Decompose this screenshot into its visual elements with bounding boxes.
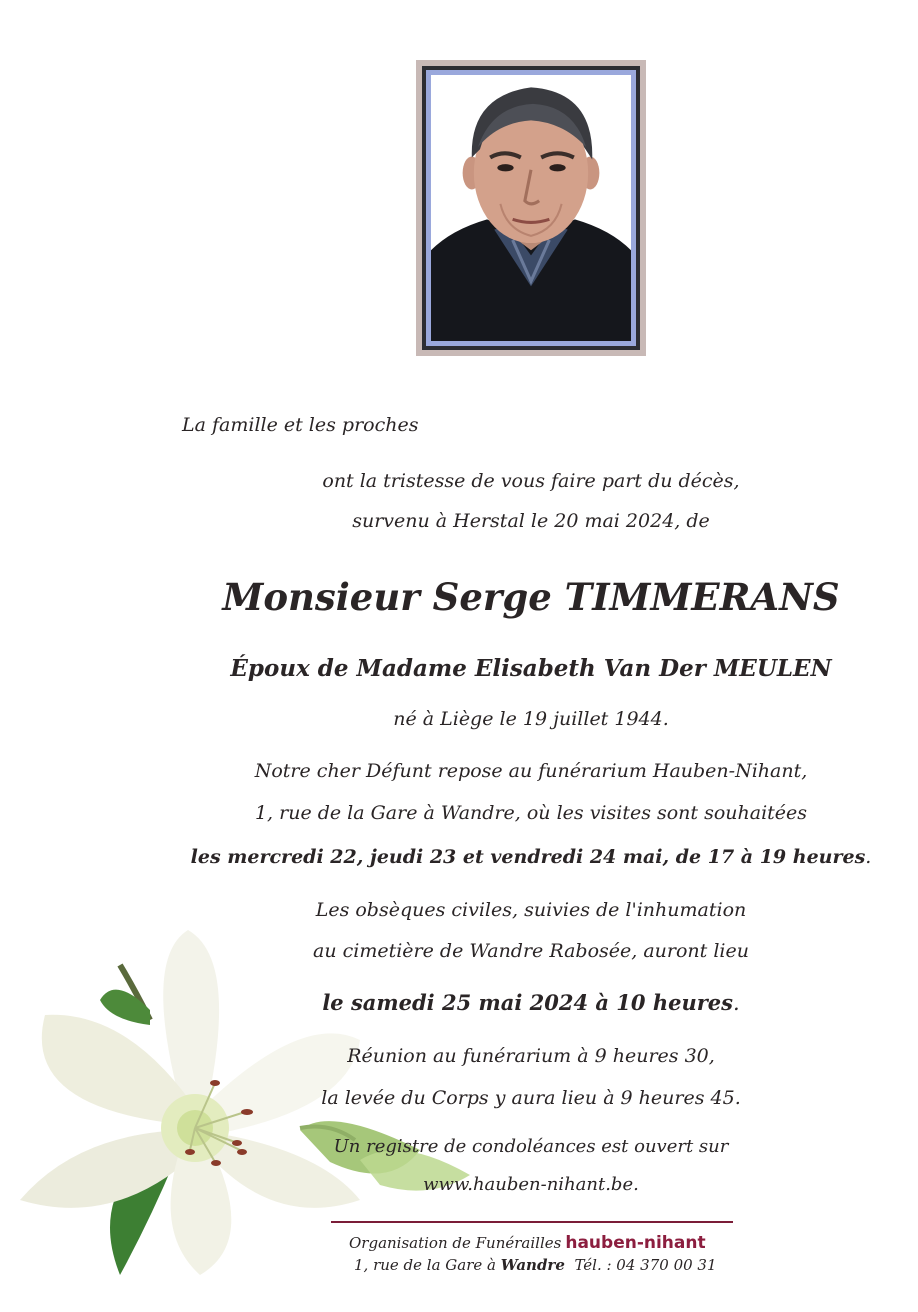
register-line: Un registre de condoléances est ouvert sur	[333, 1136, 729, 1157]
register-website[interactable]: www.hauben-nihant.be.	[423, 1174, 639, 1195]
visit-hours-bold: les mercredi 22, jeudi 23 et vendredi 24 mai, de 17 à 19 heures	[190, 846, 866, 868]
footer-phone: Tél. : 04 370 00 31	[574, 1256, 717, 1274]
footer-address	[354, 1256, 717, 1274]
spouse-line: Époux de Madame Elisabeth Van Der MEULEN	[230, 655, 832, 682]
rest-line-1: Notre cher Défunt repose au funérarium Hauben-Nihant,	[254, 760, 808, 782]
brand-logo: hauben-nihant	[565, 1233, 706, 1253]
footer-organisation	[349, 1233, 706, 1253]
funeral-date-period: .	[732, 991, 740, 1015]
rest-line-2: 1, rue de la Gare à Wandre, où les visites sont souhaitées	[254, 802, 808, 824]
death-place-date: survenu à Herstal le 20 mai 2024, de	[352, 510, 710, 532]
funeral-line-2: au cimetière de Wandre Rabosée, auront lieu	[313, 940, 749, 962]
footer-divider	[331, 1221, 733, 1223]
portrait-photo	[431, 75, 631, 341]
deceased-name: Monsieur Serge TIMMERANS	[222, 575, 840, 619]
visit-period: .	[865, 846, 872, 868]
footer-org-label: Organisation de Funérailles	[349, 1234, 562, 1252]
intro-text: La famille et les proches	[182, 414, 419, 436]
funeral-line-1: Les obsèques civiles, suivies de l'inhumation	[315, 899, 747, 921]
funeral-date-bold: le samedi 25 mai 2024 à 10 heures	[322, 990, 733, 1015]
footer-town: Wandre	[500, 1256, 565, 1274]
portrait-frame	[416, 60, 646, 356]
meeting-line-2: la levée du Corps y aura lieu à 9 heures 45.	[321, 1087, 741, 1109]
announcement-line: ont la tristesse de vous faire part du décès,	[322, 470, 740, 492]
funeral-date	[0, 990, 918, 1015]
visit-hours	[0, 846, 918, 868]
meeting-line-1: Réunion au funérarium à 9 heures 30,	[347, 1045, 715, 1067]
birth-line: né à Liège le 19 juillet 1944.	[393, 708, 669, 730]
footer-address-prefix: 1, rue de la Gare à	[354, 1256, 496, 1274]
